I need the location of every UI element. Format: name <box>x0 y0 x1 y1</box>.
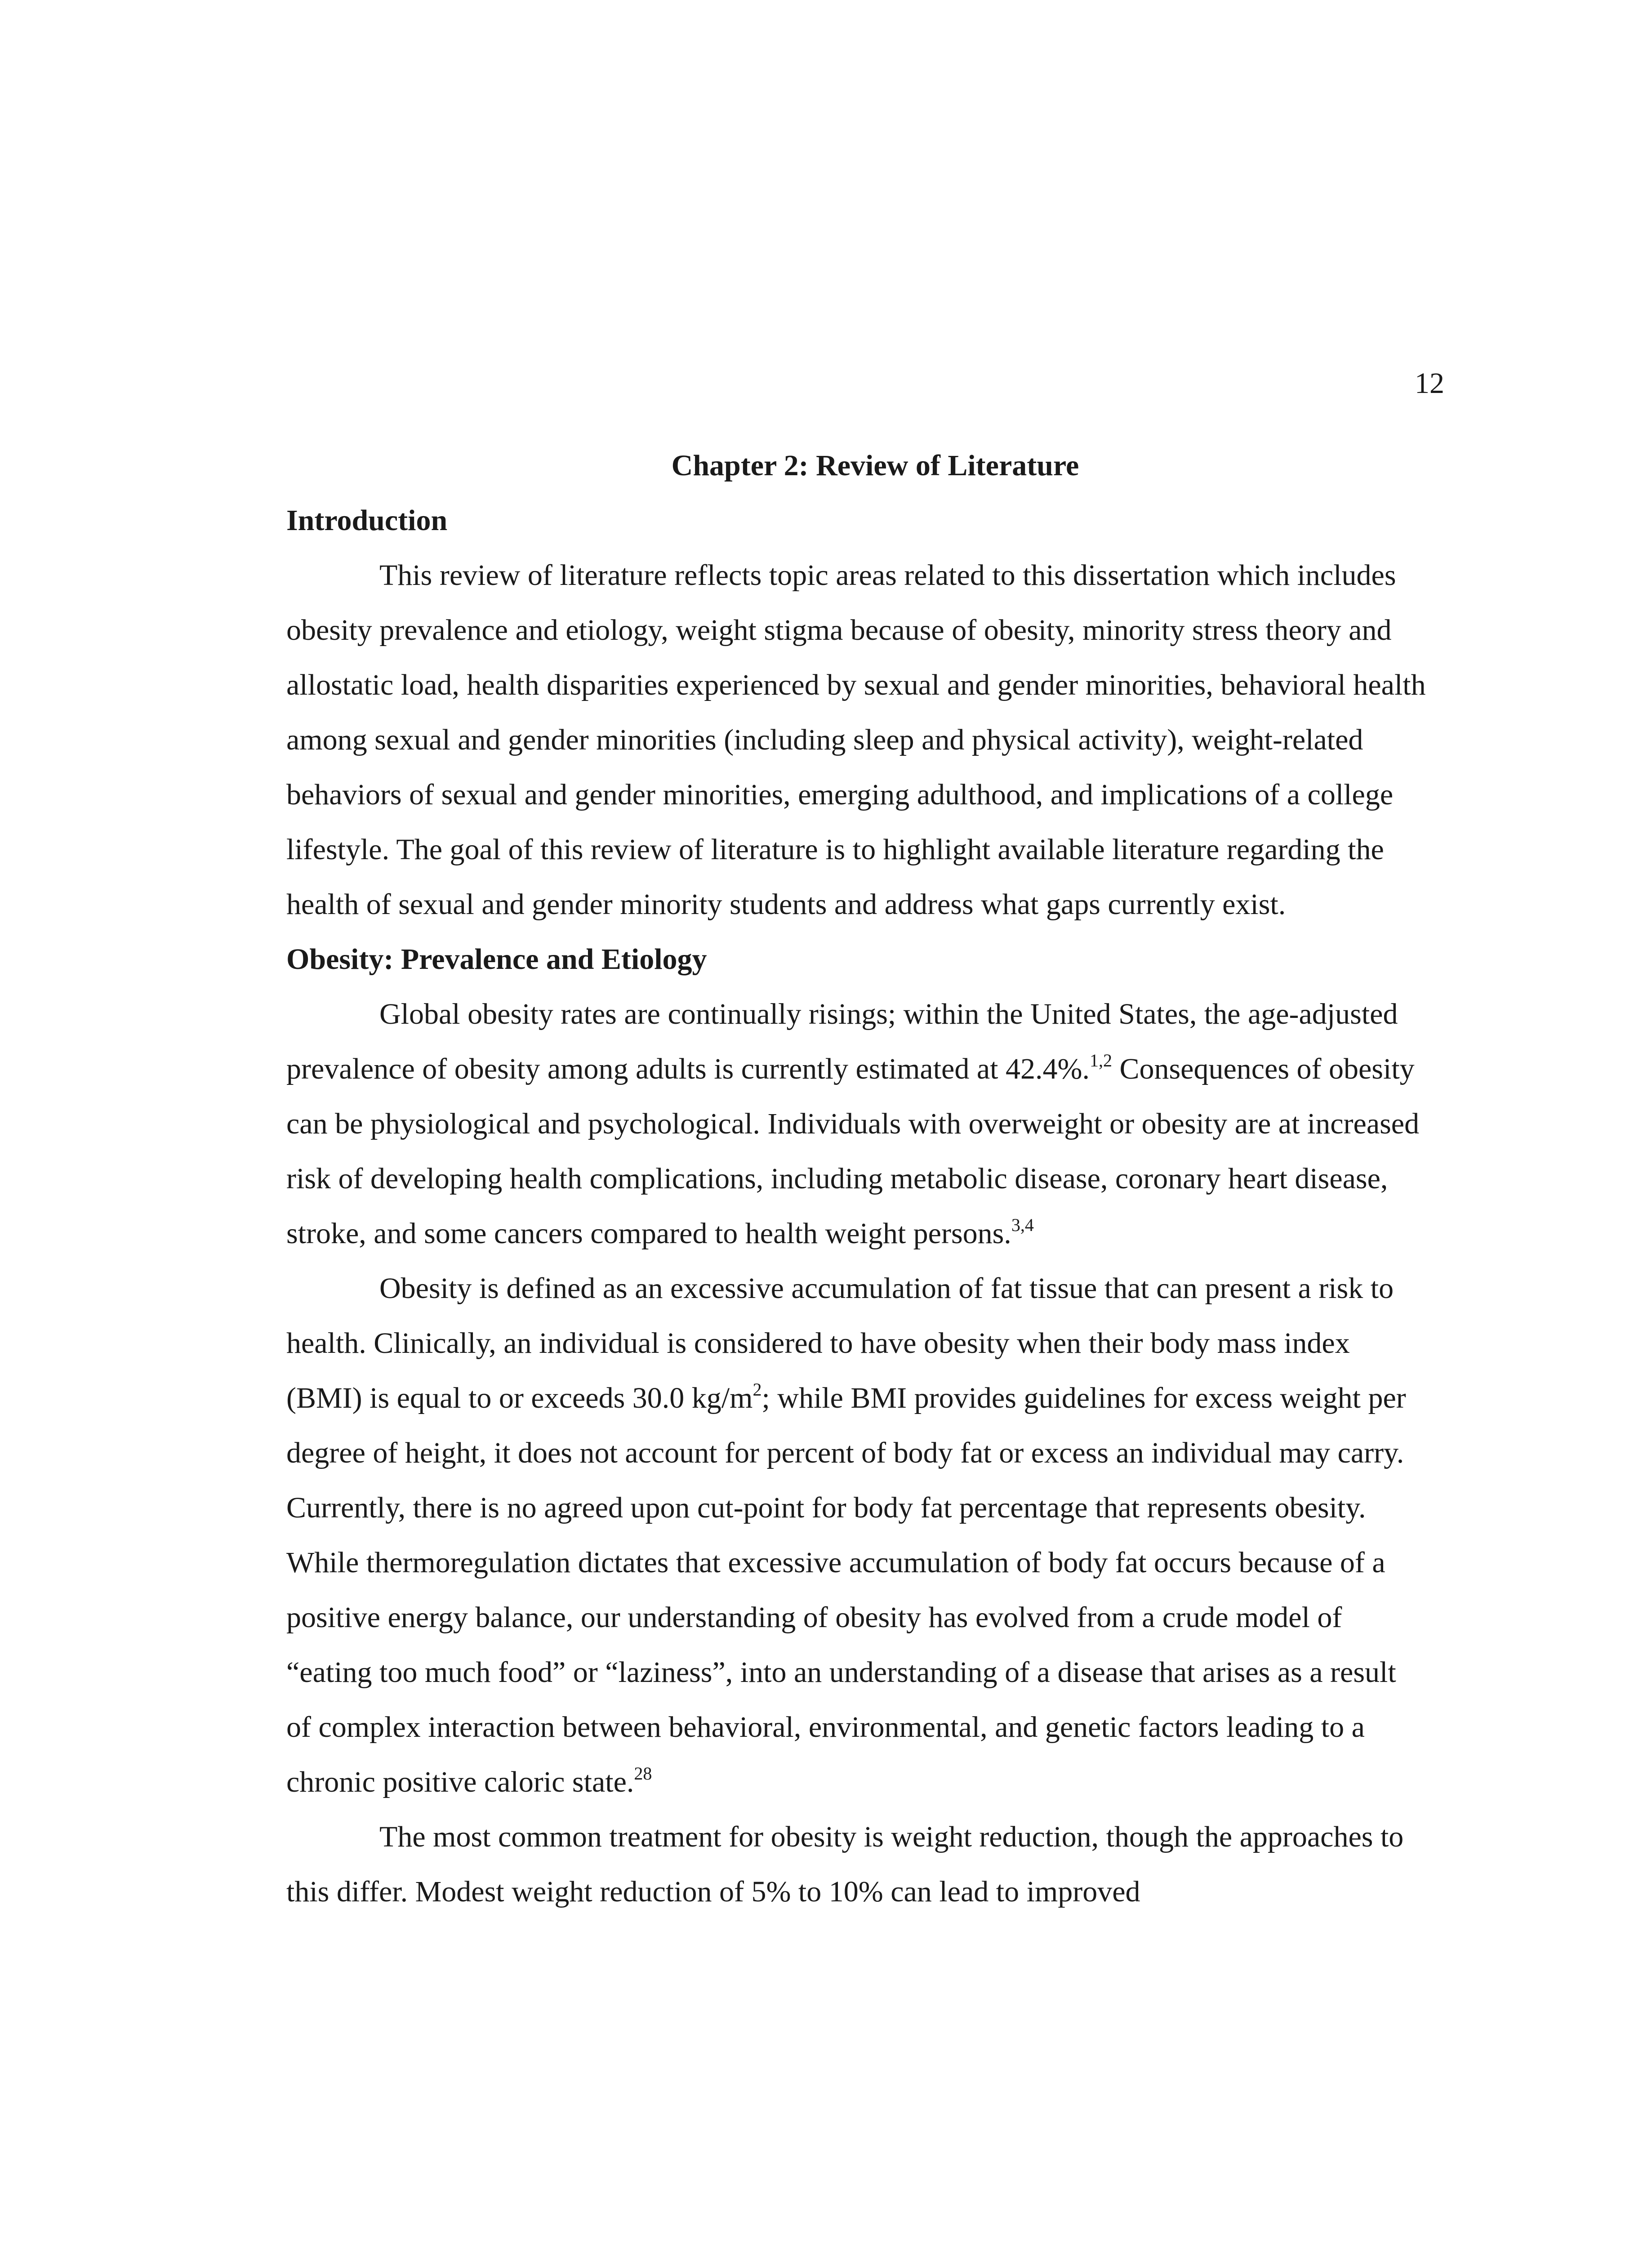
page-body <box>286 438 1428 1919</box>
obesity-p1-text-a: Global obesity rates are continually risings; within the United States, the age-adjusted prevalence of obesity among adults is currently estimated at 42.4%. <box>286 998 1398 1085</box>
unit-superscript: 2 <box>753 1379 762 1400</box>
citation-superscript: 3,4 <box>1011 1215 1034 1235</box>
citation-superscript: 1,2 <box>1089 1050 1112 1070</box>
obesity-paragraph-2 <box>286 1261 1428 1810</box>
section-heading-obesity: Obesity: Prevalence and Etiology <box>286 943 707 976</box>
obesity-p1-text-b: Consequences of obesity can be physiological and psychological. Individuals with overweight or obesity are at increased risk of developing health complications, including metabolic disease, coronary heart disease, stroke, and some cancers compared to health weight persons. <box>286 1053 1420 1250</box>
section-heading-introduction: Introduction <box>286 504 448 537</box>
obesity-p2-text-b: ; while BMI provides guidelines for excess weight per degree of height, it does not account for percent of body fat or excess an individual may carry. Currently, there is no agreed upon cut-point for body fat percentage that represents obesity. While thermoregulation dictates that excessive accumulation of body fat occurs because of a positive energy balance, our understanding of obesity has evolved from a crude model of “eating too much food” or “laziness”, into an understanding of a disease that arises as a result of complex interaction between behavioral, environmental, and genetic factors leading to a chronic positive caloric state. <box>286 1382 1406 1798</box>
obesity-paragraph-3: The most common treatment for obesity is weight reduction, though the approaches to this differ. Modest weight reduction of 5% to 10% can lead to improved <box>286 1820 1404 1908</box>
obesity-p2-text-a: Obesity is defined as an excessive accumulation of fat tissue that can present a risk to health. Clinically, an individual is considered to have obesity when their body mass index (BMI) is equal to or exceeds 30.0 kg/m <box>286 1272 1394 1414</box>
introduction-paragraph: This review of literature reflects topic areas related to this dissertation which includes obesity prevalence and etiology, weight stigma because of obesity, minority stress theory and allostatic load, health disparities experienced by sexual and gender minorities, behavioral health among sexual and gender minorities (including sleep and physical activity), weight-related behaviors of sexual and gender minorities, emerging adulthood, and implications of a college lifestyle. The goal of this review of literature is to highlight available literature regarding the health of sexual and gender minority students and address what gaps currently exist. <box>286 559 1426 921</box>
obesity-paragraph-1 <box>286 987 1428 1261</box>
citation-superscript: 28 <box>634 1763 652 1784</box>
chapter-title: Chapter 2: Review of Literature <box>671 449 1079 482</box>
page-number: 12 <box>1415 367 1444 400</box>
